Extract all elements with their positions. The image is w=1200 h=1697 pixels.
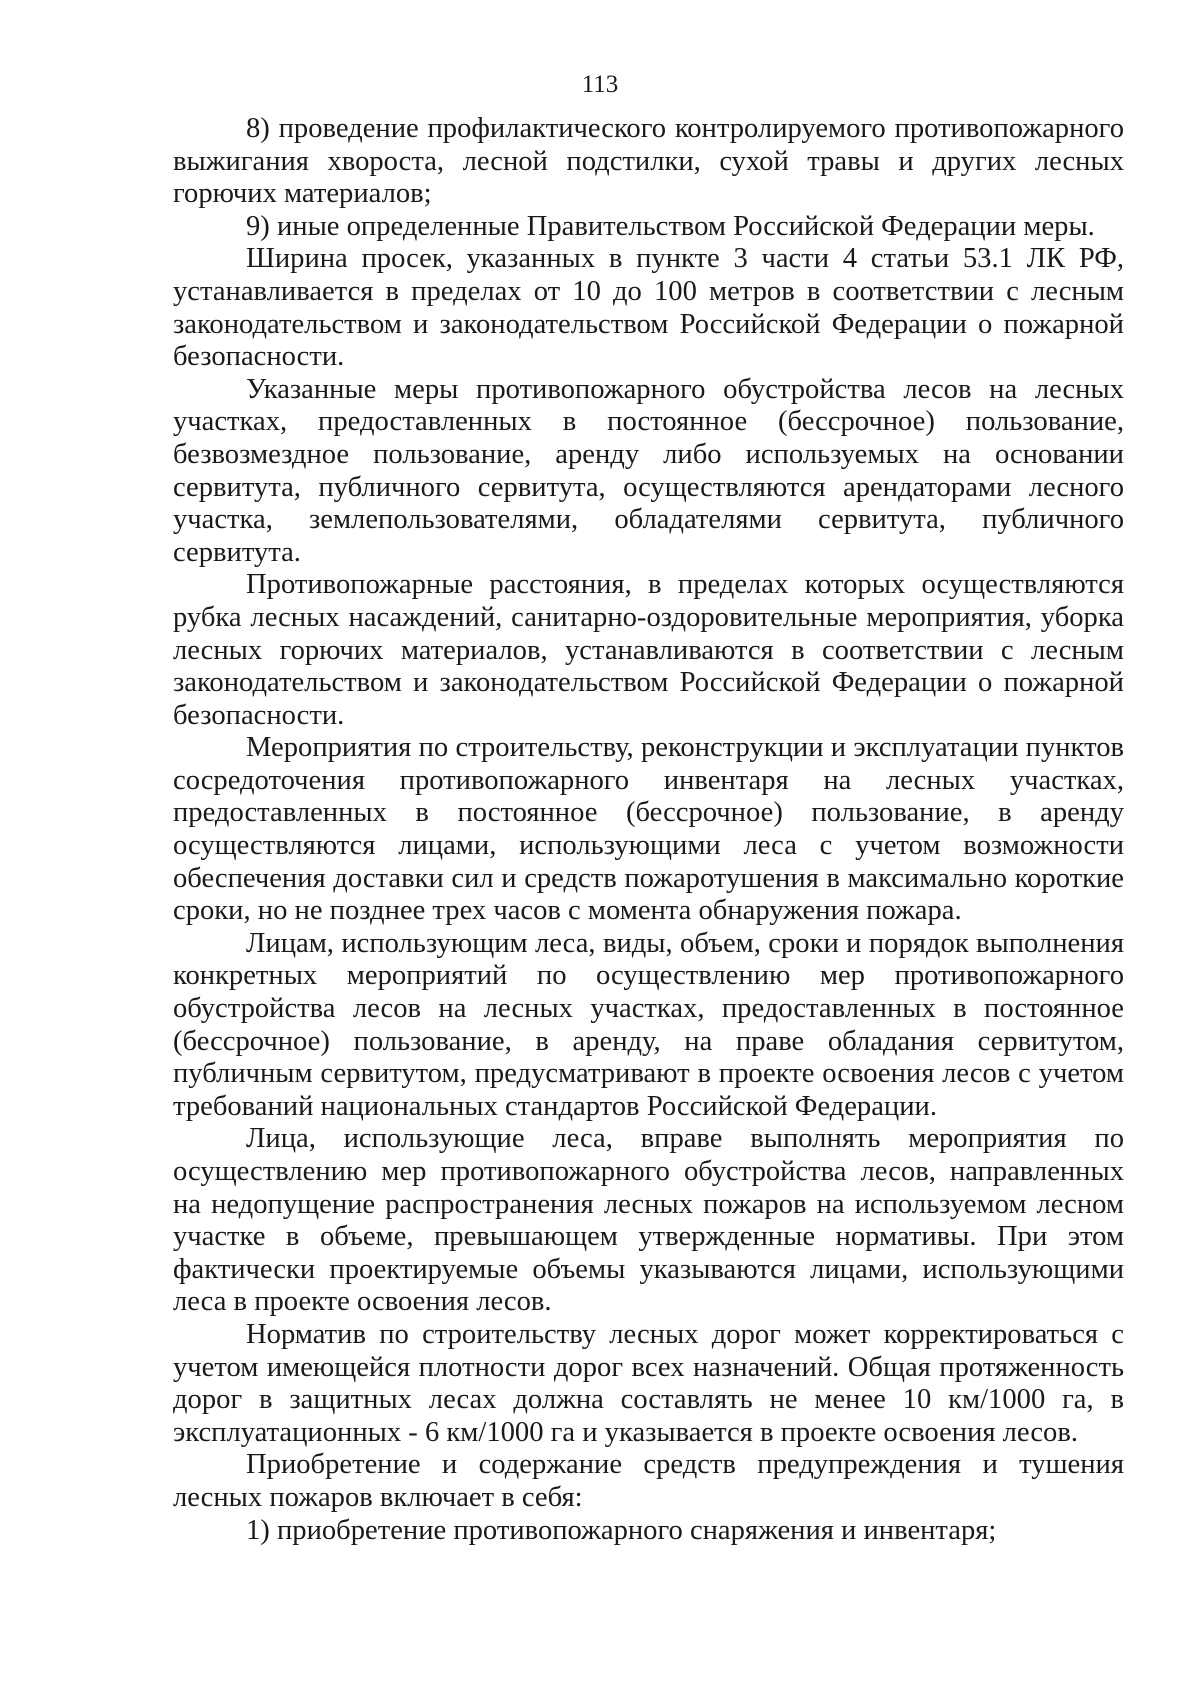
paragraph-clearing-width: Ширина просек, указанных в пункте 3 части 4 статьи 53.1 ЛК РФ, устанавливается в пределах от 10 до 100 метров в соответствии с лесным законодательством и законодательством Российской Федерации о пожарной безопасности. bbox=[173, 243, 1124, 373]
paragraph-item-9: 9) иные определенные Правительством Российской Федерации меры. bbox=[246, 210, 1095, 242]
paragraph-forest-users-plan: Лицам, использующим леса, виды, объем, сроки и порядок выполнения конкретных мероприятий по осуществлению мер противопожарного обустройства лесов на лесных участках, предоставленных в постоянное (бессрочное) пользование, в аренду, на праве обладания сервитутом, публичным сервитутом, предусматривают в проекте освоения лесов с учетом требований национальных стандартов Российской Федерации. bbox=[173, 927, 1124, 1122]
paragraph-fire-measures-tenants: Указанные меры противопожарного обустройства лесов на лесных участках, предоставленных в постоянное (бессрочное) пользование, безвозмездное пользование, аренду либо используемых на основании сервитута, публичного сервитута, осуществляются арендаторами лесного участка, землепользователями, обладателями сервитута, публичного сервитута. bbox=[173, 373, 1124, 568]
page-number: 113 bbox=[581, 71, 619, 98]
paragraph-fire-distances: Противопожарные расстояния, в пределах которых осуществляются рубка лесных насаждений, санитарно-оздоровительные мероприятия, уборка лесных горючих материалов, устанавливаются в соответствии с лесным законодательством и законодательством Российской Федерации о пожарной безопасности. bbox=[173, 569, 1124, 731]
paragraph-equipment-acquisition: Приобретение и содержание средств предупреждения и тушения лесных пожаров включает в себя: bbox=[173, 1449, 1124, 1513]
paragraph-road-norms: Норматив по строительству лесных дорог может корректироваться с учетом имеющейся плотности дорог всех назначений. Общая протяженность дорог в защитных лесах должна составлять не менее 10 км/1000 га, в эксплуатационных - 6 км/1000 га и указывается в проекте освоения лесов. bbox=[173, 1318, 1124, 1448]
paragraph-item-1: 1) приобретение противопожарного снаряжения и инвентаря; bbox=[246, 1514, 997, 1546]
paragraph-additional-measures: Лица, использующие леса, вправе выполнять мероприятия по осуществлению мер противопожарного обустройства лесов, направленных на недопущение распространения лесных пожаров на используемом лесном участке в объеме, превышающем утвержденные нормативы. При этом фактически проектируемые объемы указываются лицами, использующими леса в проекте освоения лесов. bbox=[173, 1123, 1124, 1318]
paragraph-inventory-points: Мероприятия по строительству, реконструкции и эксплуатации пунктов сосредоточения противопожарного инвентаря на лесных участках, предоставленных в постоянное (бессрочное) пользование, в аренду осуществляются лицами, использующими леса с учетом возможности обеспечения доставки сил и средств пожаротушения в максимально короткие сроки, но не позднее трех часов с момента обнаружения пожара. bbox=[173, 732, 1124, 927]
paragraph-item-8: 8) проведение профилактического контролируемого противопожарного выжигания хвороста, лесной подстилки, сухой травы и других лесных горючих материалов; bbox=[173, 113, 1124, 210]
document-body bbox=[173, 113, 1124, 1547]
